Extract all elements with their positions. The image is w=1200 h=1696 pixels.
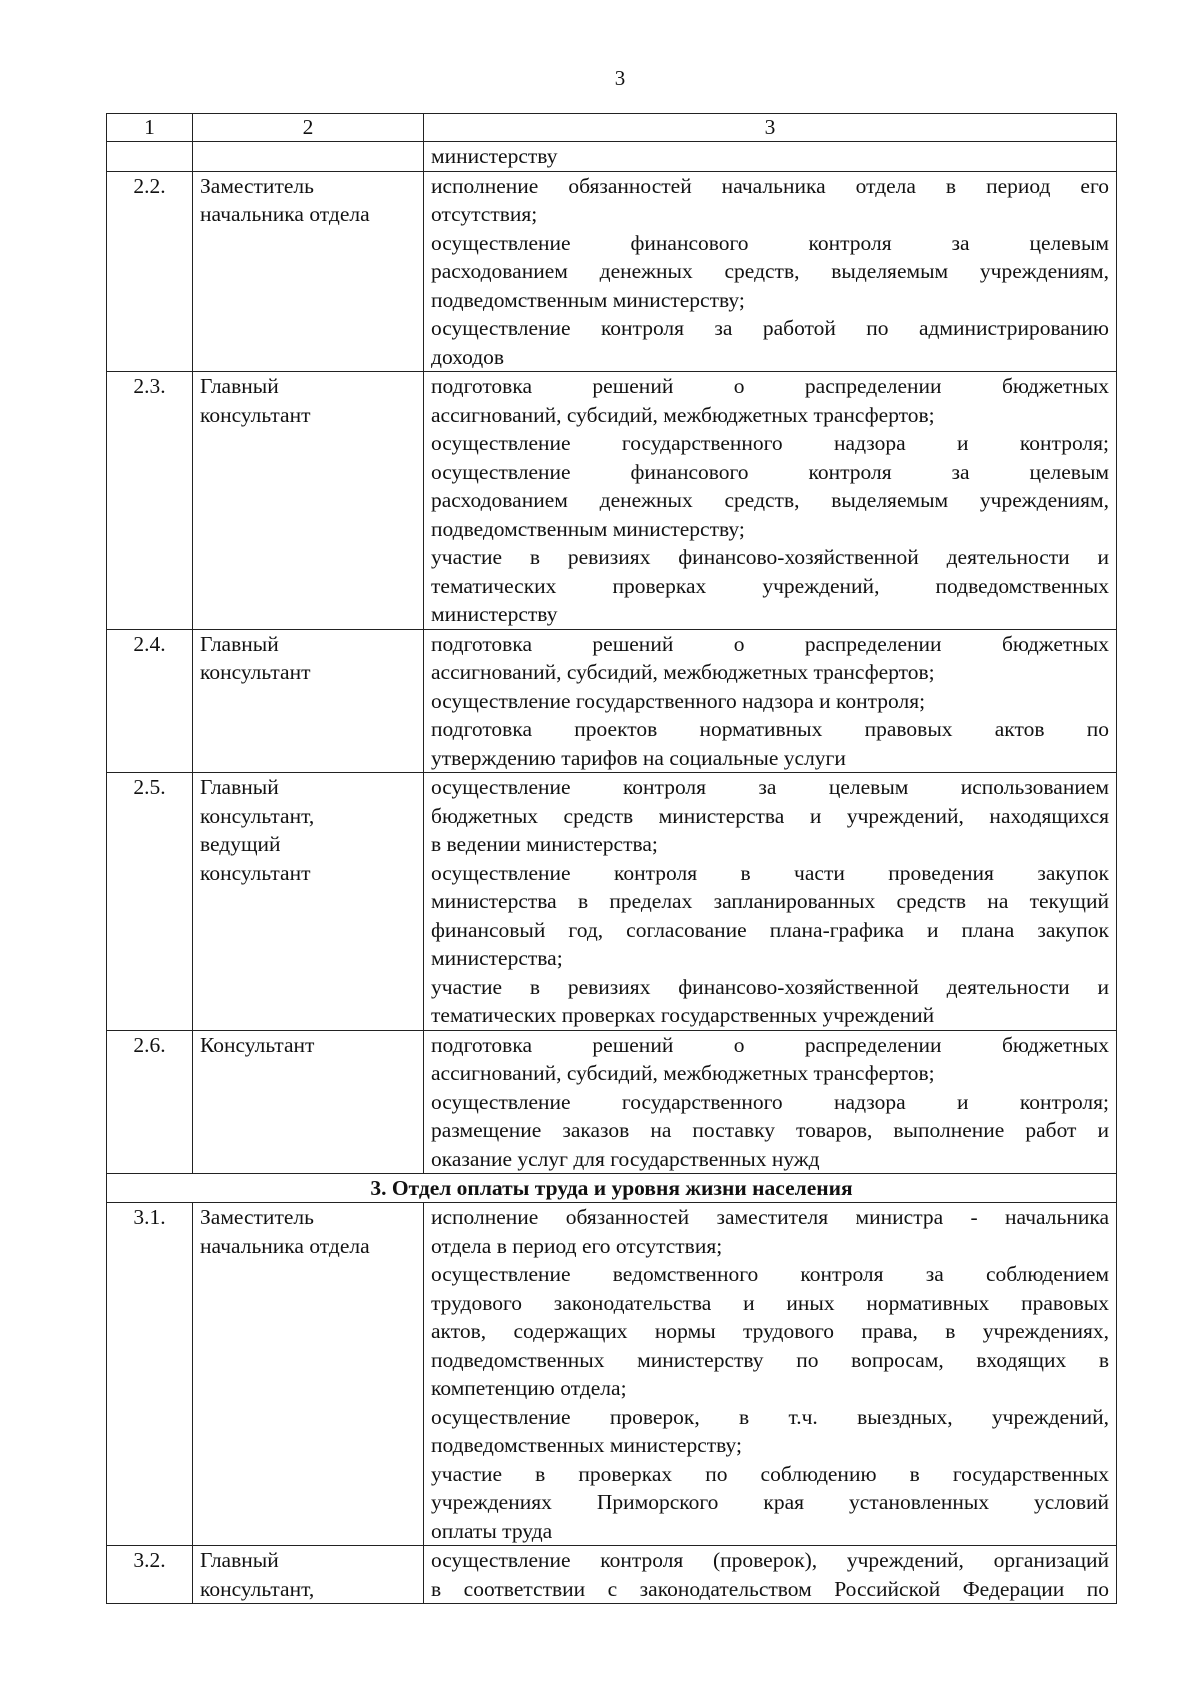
table-row [107, 372, 1117, 630]
duty-line: отдела в период его отсутствия; [431, 1233, 723, 1258]
duty-line: подготовка проектов нормативных правовых актов по [431, 717, 1109, 741]
position-line: Консультант [200, 1032, 315, 1057]
duties-description [424, 1030, 1117, 1174]
position-line: консультант, [200, 1576, 315, 1601]
duty-line: осуществление контроля в части проведения закупок [431, 860, 1109, 885]
duty-line: оплаты труда [431, 1518, 553, 1543]
position-line: Главный [200, 631, 279, 656]
duty-line: актов, содержащих нормы трудового права, в учреждениях, [431, 1319, 1109, 1343]
table-row [107, 1546, 1117, 1604]
column-header: 3 [424, 114, 1117, 142]
position-line: ведущий [200, 832, 281, 856]
continuation-row [107, 142, 1117, 172]
position-title [193, 171, 424, 372]
duties-table [106, 113, 1117, 1604]
section-header-row [107, 1174, 1117, 1203]
duty-line: подготовка решений о распределении бюджетных [431, 374, 1109, 398]
continuation-text: министерству [424, 142, 1117, 172]
duty-line: министерства в пределах запланированных средств на текущий [431, 889, 1109, 913]
duty-line: осуществление финансового контроля за целевым [431, 230, 1109, 255]
duty-line: осуществление контроля за целевым использованием [431, 775, 1109, 799]
duty-line: расходованием денежных средств, выделяемым учреждениям, [431, 259, 1109, 283]
duty-line: размещение заказов на поставку товаров, выполнение работ и [431, 1118, 1109, 1142]
duty-line: исполнение обязанностей начальника отдела в период его [431, 173, 1109, 198]
table-row [107, 1203, 1117, 1546]
duty-line: ассигнований, субсидий, межбюджетных трансфертов; [431, 1061, 935, 1085]
position-line: консультант [200, 660, 311, 684]
duty-line: ассигнований, субсидий, межбюджетных трансфертов; [431, 660, 935, 684]
row-number: 2.5. [107, 773, 193, 1031]
duty-line: доходов [431, 344, 505, 369]
duties-description [424, 1203, 1117, 1546]
duty-line: подготовка решений о распределении бюджетных [431, 1032, 1109, 1057]
column-header: 1 [107, 114, 193, 142]
row-number: 2.6. [107, 1030, 193, 1174]
duty-line: осуществление государственного надзора и контроля; [431, 1089, 1109, 1114]
duty-line: министерства; [431, 946, 563, 970]
duty-line: трудового законодательства и иных нормативных правовых [431, 1290, 1109, 1315]
table-header-row [107, 114, 1117, 142]
page-number: 3 [614, 66, 626, 90]
duty-line: участие в проверках по соблюдению в государственных [431, 1461, 1109, 1486]
duties-description [424, 773, 1117, 1031]
row-number: 2.4. [107, 629, 193, 773]
position-line: Главный [200, 775, 279, 799]
column-header: 2 [193, 114, 424, 142]
position-line: консультант [200, 402, 311, 427]
position-title [193, 773, 424, 1031]
duty-line: осуществление государственного надзора и контроля; [431, 688, 926, 713]
duty-line: осуществление финансового контроля за целевым [431, 459, 1109, 484]
duty-line: в соответствии с законодательством Российской Федерации по [431, 1576, 1109, 1601]
duty-line: осуществление контроля за работой по администрированию [431, 316, 1109, 340]
duties-description [424, 372, 1117, 630]
row-number: 2.2. [107, 171, 193, 372]
duty-line: утверждению тарифов на социальные услуги [431, 745, 846, 770]
duty-line: министерству [431, 602, 558, 626]
position-title [193, 372, 424, 630]
duty-line: подготовка решений о распределении бюджетных [431, 631, 1109, 656]
table-row [107, 171, 1117, 372]
table-row [107, 1030, 1117, 1174]
row-number: 3.1. [107, 1203, 193, 1546]
duties-description [424, 629, 1117, 773]
duty-line: финансовый год, согласование плана-графика и плана закупок [431, 917, 1109, 942]
position-title [193, 1546, 424, 1604]
duty-line: участие в ревизиях финансово-хозяйственной деятельности и [431, 974, 1109, 999]
position-title [193, 1030, 424, 1174]
position-line: консультант, [200, 803, 315, 828]
position-line: начальника отдела [200, 1233, 370, 1258]
duties-description [424, 1546, 1117, 1604]
duty-line: осуществление контроля (проверок), учреждений, организаций [431, 1548, 1109, 1572]
duty-line: учреждениях Приморского края установленных условий [431, 1490, 1109, 1514]
position-title [193, 1203, 424, 1546]
position-line: Главный [200, 1548, 279, 1572]
row-number: 3.2. [107, 1546, 193, 1604]
position-line: консультант [200, 860, 311, 885]
duty-line: в ведении министерства; [431, 832, 658, 856]
duty-line: расходованием денежных средств, выделяемым учреждениям, [431, 488, 1109, 512]
duty-line: подведомственных министерству; [431, 1433, 742, 1457]
duty-line: подведомственных министерству по вопросам, входящих в [431, 1347, 1109, 1372]
position-line: Заместитель [200, 1205, 314, 1229]
duty-line: отсутствия; [431, 202, 538, 226]
duty-line: оказание услуг для государственных нужд [431, 1146, 820, 1171]
duty-line: тематических проверках государственных учреждений [431, 1003, 935, 1027]
position-line: начальника отдела [200, 202, 370, 226]
section-title: 3. Отдел оплаты труда и уровня жизни населения [107, 1174, 1117, 1203]
duty-line: осуществление государственного надзора и контроля; [431, 431, 1109, 455]
duty-line: осуществление ведомственного контроля за соблюдением [431, 1262, 1109, 1286]
duty-line: исполнение обязанностей заместителя министра - начальника [431, 1205, 1109, 1229]
position-title [193, 629, 424, 773]
duty-line: участие в ревизиях финансово-хозяйственной деятельности и [431, 545, 1109, 569]
duties-description [424, 171, 1117, 372]
duty-line: компетенцию отдела; [431, 1376, 627, 1400]
position-line: Заместитель [200, 173, 314, 198]
duty-line: подведомственным министерству; [431, 516, 745, 541]
duty-line: ассигнований, субсидий, межбюджетных трансфертов; [431, 402, 935, 427]
table-row [107, 773, 1117, 1031]
duty-line: осуществление проверок, в т.ч. выездных, учреждений, [431, 1404, 1109, 1429]
duty-line: тематических проверках учреждений, подведомственных [431, 573, 1109, 598]
table-row [107, 629, 1117, 773]
row-number: 2.3. [107, 372, 193, 630]
duty-line: бюджетных средств министерства и учреждений, находящихся [431, 803, 1109, 828]
duty-line: подведомственным министерству; [431, 287, 745, 312]
position-line: Главный [200, 374, 279, 398]
